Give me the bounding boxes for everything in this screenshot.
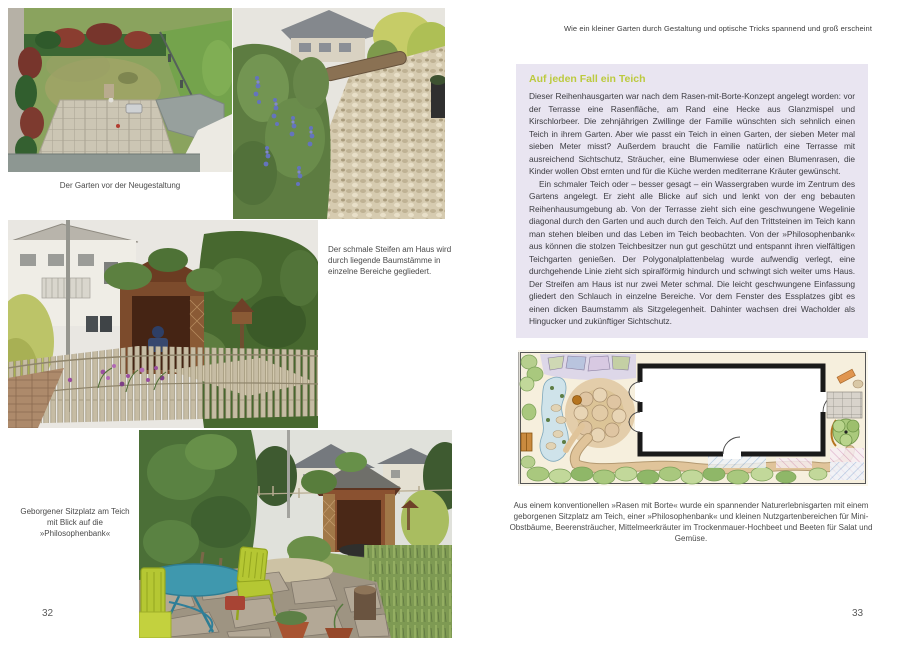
- caption-photo-strip: Der schmale Steifen am Haus wird durch liegende Baumstämme in einzelne Bereiche gegliedert.: [328, 245, 452, 276]
- article-paragraph-2: Ein schmaler Teich oder – besser gesagt – ein Wassergraben wurde im Zentrum des Gartens angelegt. Er zieht alle Blicke auf sich und lenkt von der eng bebauten Reihenhausumgebung ab. Von der Terrasse zieht sich eine geschwungene Wegelinie diagonal durch den Garten und auch durch den Teich. Auf den Trittsteinen im Teich kann man stehen bleiben und das Leben im Teich beobachten. Von der »Philosophenbank« aus können die stolzen Teichbesitzer nun gut geschützt und entspannt ihren vielfältigen Teichgarten genießen. Der Polygonalplattenbelag wurde aufwendig verlegt, eine durchgehende Linie zieht sich spiralförmig hindurch und schwingt sich weiter ums Haus. Der Streifen am Haus ist nur zwei Meter schmal. Die leicht geschwungene Einfassung gliedert den Schlauch in einzelne Bereiche. Vor dem Fenster des Essplatzes gibt es einen dicken Baumstamm als Sitzgelegenheit. Dahinter wachsen drei Wacholder als Hingucker und zukünftiger Sichtschutz.: [529, 178, 855, 326]
- article-paragraph-1: Dieser Reihenhausgarten war nach dem Rasen-mit-Borte-Konzept angelegt worden: vor der Terrasse eine Rasenfläche, am Rand eine Hecke aus Glanzmispel und Kirschlorbeer. Die zehnjährigen Zwillinge der Familie wünschten sich sehnlich einen Teich in ihrem Garten. Aber wie passt ein Teich in einen Garten, der sieben Meter mal sieben Meter misst? Außerdem braucht die Familie natürlich eine Terrasse mit ausreichend Sichtschutz, Sträucher, eine Blumenwiese oder einen Blumenrasen, die Kinder wollen Obst ernten und für die Küche werden mediterrane Kräuter gewünscht.: [529, 91, 855, 176]
- photo-street-hut: [8, 220, 318, 428]
- article-heading: Auf jeden Fall ein Teich: [529, 73, 646, 85]
- running-head: Wie ein kleiner Garten durch Gestaltung und optische Tricks spannend und groß erscheint: [563, 24, 872, 33]
- caption-photo-seat: Geborgener Sitzplatz am Teich mit Blick auf die »Philosophenbank«: [20, 507, 130, 538]
- article-panel: [516, 64, 868, 338]
- garden-plan-illustration: [518, 350, 868, 486]
- photo-pond-seat: [139, 430, 452, 638]
- caption-photo-before: Der Garten vor der Neugestaltung: [59, 181, 181, 190]
- photo-garden-before: [8, 8, 232, 172]
- page-number-right: 33: [852, 608, 864, 619]
- photo-gravel-path: [233, 8, 445, 219]
- plan-caption: Aus einem konventionellen »Rasen mit Borte« wurde ein spannender Naturerlebnisgarten mit einem geborgenen Sitzplatz am Teich, einer »Philosophenbank« und kleinen Nutzgartenbereichen für Mini-Obstbäume, Beerensträucher, Mittelmeerkräuter im Trockenmauer-Hochbeet und Beeten für Salat und Gemüse.: [509, 501, 873, 543]
- page-number-left: 32: [42, 608, 54, 619]
